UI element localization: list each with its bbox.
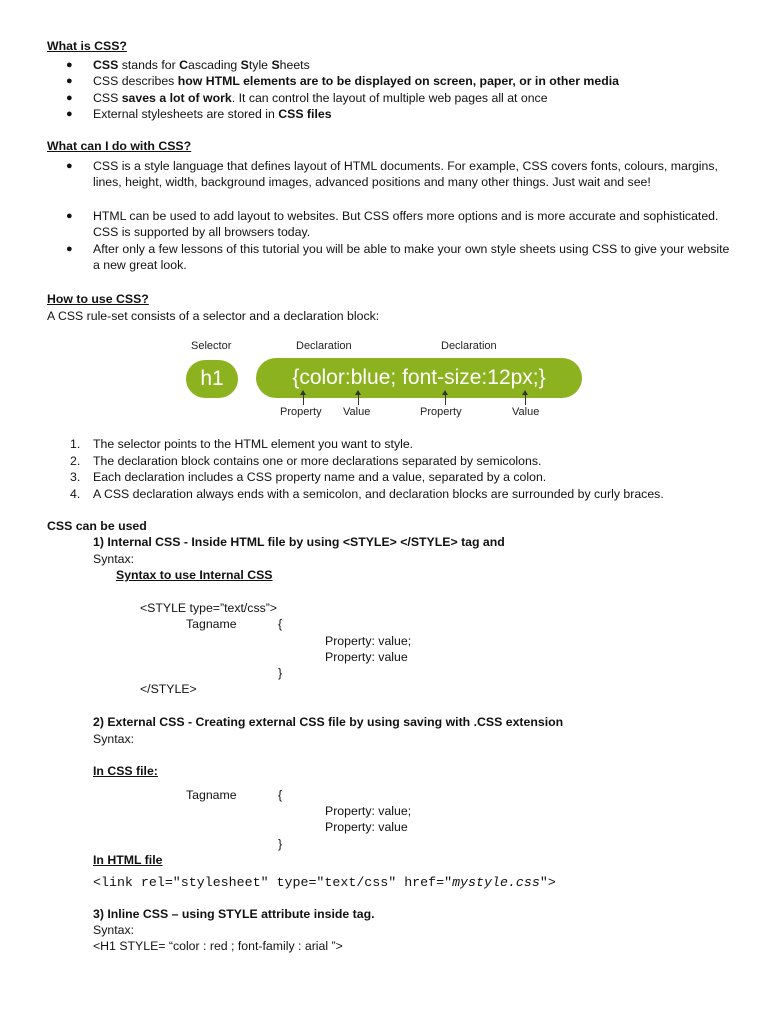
- bullet-dot: ●: [66, 243, 73, 255]
- selector-pill: h1: [186, 360, 238, 398]
- heading-what-is-css: What is CSS?: [47, 39, 127, 53]
- step-text: A CSS declaration always ends with a semicolon, and declaration blocks are surrounded by curly braces.: [93, 487, 664, 501]
- property-label-1: Property: [280, 406, 322, 418]
- inline-css-title: 3) Inline CSS – using STYLE attribute inside tag.: [93, 907, 375, 921]
- code-style-open: <STYLE type=”text/css”>: [140, 601, 278, 615]
- link-tag-code: [93, 875, 556, 891]
- step-text: Each declaration includes a CSS property name and a value, separated by a colon.: [93, 470, 547, 484]
- code-tagname: Tagname: [186, 617, 237, 631]
- css-ruleset-diagram: [180, 338, 590, 426]
- code-open-brace: {: [278, 788, 283, 802]
- in-html-file-heading: In HTML file: [93, 853, 163, 867]
- text-run: . It can control the layout of multiple web pages all at once: [231, 91, 548, 105]
- arrow-up-icon: [303, 392, 304, 405]
- heading-css-can-be-used: CSS can be used: [47, 519, 147, 533]
- link-tag-prefix: <link rel="stylesheet" type="text/css" href=": [93, 875, 453, 890]
- bold-text: CSS: [93, 58, 119, 72]
- text-run: stands for: [118, 58, 180, 72]
- code-open-brace: {: [278, 617, 283, 631]
- step-number: 3.: [70, 470, 81, 484]
- selector-label: Selector: [191, 340, 232, 352]
- list-item: CSS is a style language that defines layout of HTML documents. For example, CSS covers fonts, colours, margins, lines, height, width, background images, advanced positions and many other things. Just wait and see!: [93, 159, 718, 190]
- bold-text: S: [271, 58, 280, 72]
- text-run: External stylesheets are stored in: [93, 107, 279, 121]
- external-css-title: 2) External CSS - Creating external CSS file by using saving with .CSS extension: [93, 715, 564, 729]
- syntax-label: Syntax:: [93, 552, 135, 566]
- code-property-2: Property: value: [325, 820, 408, 834]
- code-close-brace: }: [278, 837, 283, 851]
- syntax-label: Syntax:: [93, 923, 135, 937]
- bold-text: S: [240, 58, 249, 72]
- bullet-dot: ●: [66, 75, 73, 87]
- syntax-label: Syntax:: [93, 732, 135, 746]
- in-css-file-heading: In CSS file:: [93, 764, 158, 778]
- arrow-up-icon: [525, 392, 526, 405]
- list-item: [93, 106, 332, 122]
- code-close-brace: }: [278, 666, 283, 680]
- bold-text: saves a lot of work: [121, 91, 232, 105]
- link-tag-suffix: ">: [539, 875, 556, 890]
- heading-how-to-use: How to use CSS?: [47, 292, 149, 306]
- heading-what-can-i-do: What can I do with CSS?: [47, 139, 192, 153]
- arrow-up-icon: [358, 392, 359, 405]
- ruleset-intro: A CSS rule-set consists of a selector and a declaration block:: [47, 309, 380, 323]
- internal-css-title: 1) Internal CSS - Inside HTML file by using <STYLE> </STYLE> tag and: [93, 535, 505, 549]
- property-label-2: Property: [420, 406, 462, 418]
- list-item: After only a few lessons of this tutorial you will be able to make your own style sheets using CSS to give your website a new great look.: [93, 242, 730, 273]
- declaration-pill: {color:blue; font-size:12px;}: [256, 358, 582, 398]
- internal-syntax-heading: Syntax to use Internal CSS: [116, 568, 273, 582]
- declaration-label-1: Declaration: [296, 340, 352, 352]
- text-run: ascading: [188, 58, 241, 72]
- code-tagname: Tagname: [186, 788, 237, 802]
- value-label-2: Value: [512, 406, 540, 418]
- text-run: tyle: [248, 58, 272, 72]
- bullet-dot: ●: [66, 160, 73, 172]
- code-style-close: </STYLE>: [140, 682, 197, 696]
- bold-text: C: [179, 58, 189, 72]
- link-tag-filename: mystyle.css: [452, 875, 540, 890]
- text-run: CSS describes: [93, 74, 178, 88]
- inline-css-example: <H1 STYLE= “color : red ; font-family : arial ”>: [93, 939, 343, 953]
- step-number: 4.: [70, 487, 81, 501]
- text-run: heets: [279, 58, 310, 72]
- step-number: 1.: [70, 437, 81, 451]
- bullet-dot: ●: [66, 92, 73, 104]
- declaration-label-2: Declaration: [441, 340, 497, 352]
- list-item: [93, 57, 310, 73]
- bullet-dot: ●: [66, 59, 73, 71]
- list-item: HTML can be used to add layout to websites. But CSS offers more options and is more accurate and sophisticated. CSS is supported by all browsers today.: [93, 209, 719, 240]
- list-item: [93, 90, 548, 106]
- bullet-dot: ●: [66, 108, 73, 120]
- bold-text: how HTML elements are to be displayed on screen, paper, or in other media: [177, 74, 619, 88]
- value-label-1: Value: [343, 406, 371, 418]
- step-text: The declaration block contains one or more declarations separated by semicolons.: [93, 454, 542, 468]
- text-run: CSS: [93, 91, 122, 105]
- code-property-1: Property: value;: [325, 804, 412, 818]
- code-property-2: Property: value: [325, 650, 408, 664]
- bold-text: CSS files: [278, 107, 332, 121]
- step-text: The selector points to the HTML element you want to style.: [93, 437, 414, 451]
- list-item: [93, 73, 619, 89]
- bullet-dot: ●: [66, 210, 73, 222]
- arrow-up-icon: [445, 392, 446, 405]
- code-property-1: Property: value;: [325, 634, 412, 648]
- step-number: 2.: [70, 454, 81, 468]
